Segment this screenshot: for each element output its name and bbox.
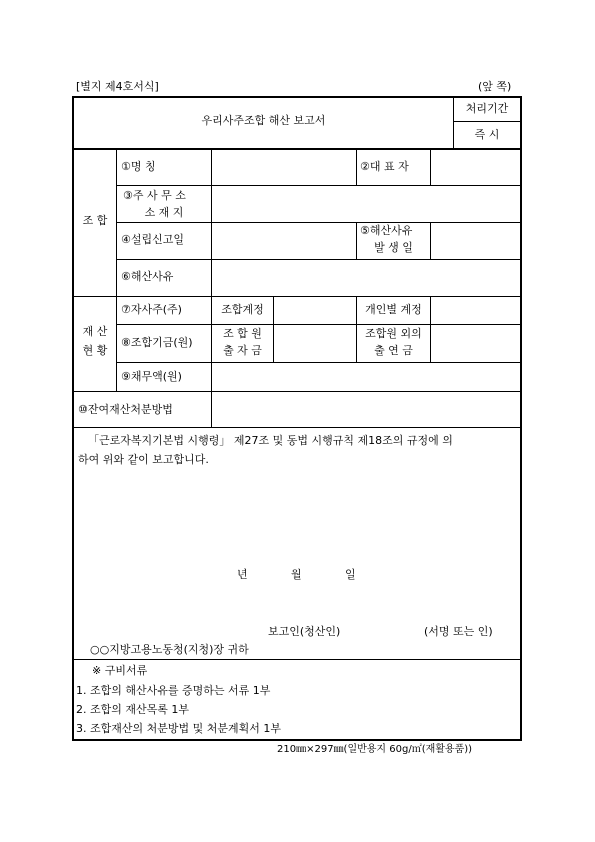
signature-label: (서명 또는 인) bbox=[424, 625, 493, 638]
processing-period-label: 처리기간 bbox=[465, 102, 509, 115]
reason-occurrence-label-1: ⑤해산사유 bbox=[360, 224, 413, 237]
attachments-heading: ※ 구비서류 bbox=[92, 664, 148, 677]
date-month: 월 bbox=[291, 568, 302, 581]
nonmember-contribution-label-1: 조합원 외의 bbox=[365, 327, 422, 340]
reporter-label: 보고인(청산인) bbox=[268, 625, 341, 638]
frame-bottom bbox=[72, 739, 522, 741]
residual-disposal-label: ⑩잔여재산처분방법 bbox=[78, 403, 173, 416]
paper-spec: 210㎜×297㎜(일반용지 60g/㎡(재활용품)) bbox=[277, 744, 473, 755]
statement-bottom-line bbox=[72, 659, 522, 660]
assets-bottom-line bbox=[72, 391, 522, 392]
attachment-item-2: 2. 조합의 재산목록 1부 bbox=[76, 703, 189, 716]
union-row1-line bbox=[116, 185, 521, 186]
date-day: 일 bbox=[345, 568, 356, 581]
office-label-1: ③주 사 무 소 bbox=[123, 189, 186, 202]
union-row2-line bbox=[116, 222, 521, 223]
assets-row8-line bbox=[116, 362, 521, 363]
residual-bottom-line bbox=[72, 427, 522, 428]
page-side: (앞 쪽) bbox=[478, 80, 512, 93]
frame-top bbox=[72, 96, 522, 98]
member-contribution-label-2: 출 자 금 bbox=[223, 344, 262, 357]
statement-line-1: 「근로자복지기본법 시행령」 제27조 및 동법 시행규칙 제18조의 규정에 의 bbox=[88, 434, 453, 447]
attachment-item-1: 1. 조합의 해산사유를 증명하는 서류 1부 bbox=[76, 684, 271, 697]
union-bottom-line bbox=[72, 296, 522, 297]
assets-section-divider bbox=[116, 296, 117, 391]
member-contribution-label-1: 조 합 원 bbox=[223, 327, 262, 340]
rep-label-right bbox=[430, 148, 431, 185]
title-bottom-line bbox=[72, 148, 522, 150]
union-row3-line bbox=[116, 259, 521, 260]
reason-occ-label-right bbox=[430, 222, 431, 259]
date-year: 년 bbox=[237, 568, 248, 581]
representative-label: ②대 표 자 bbox=[360, 160, 409, 173]
frame-left bbox=[72, 96, 74, 741]
debt-label: ⑨채무액(원) bbox=[121, 370, 182, 383]
rep-label-left bbox=[356, 148, 357, 185]
addressee: ○○지방고용노동청(지청)장 귀하 bbox=[90, 643, 249, 656]
residual-divider bbox=[211, 391, 212, 427]
treasury-stock-label: ⑦자사주(주) bbox=[121, 303, 182, 316]
assets-section-label-2: 현 황 bbox=[82, 344, 108, 357]
processing-divider bbox=[453, 121, 521, 122]
frame-right bbox=[520, 96, 522, 741]
form-number: [별지 제4호서식] bbox=[76, 80, 159, 93]
union-account-label: 조합계정 bbox=[221, 303, 264, 316]
establishment-label: ④설립신고일 bbox=[121, 233, 184, 246]
assets-row7-line bbox=[116, 324, 521, 325]
processing-period-value: 즉 시 bbox=[474, 128, 500, 141]
nonmember-contribution-label-2: 출 연 금 bbox=[374, 344, 413, 357]
page-title: 우리사주조합 해산 보고서 bbox=[201, 114, 326, 127]
union-section-label: 조 합 bbox=[82, 214, 108, 227]
personal-account-label: 개인별 계정 bbox=[365, 303, 422, 316]
union-fund-label: ⑧조합기금(원) bbox=[121, 336, 193, 349]
statement-line-2: 하여 위와 같이 보고합니다. bbox=[78, 453, 209, 466]
assets-section-label-1: 재 산 bbox=[82, 325, 108, 338]
assets-col-a bbox=[273, 296, 274, 362]
assets-col-c bbox=[430, 296, 431, 362]
name-label: ①명 칭 bbox=[121, 160, 156, 173]
dissolution-reason-label: ⑥해산사유 bbox=[121, 270, 174, 283]
reason-occurrence-label-2: 발 생 일 bbox=[374, 241, 413, 254]
attachment-item-3: 3. 조합재산의 처분방법 및 처분계획서 1부 bbox=[76, 722, 281, 735]
office-label-2: 소 재 지 bbox=[144, 206, 184, 219]
